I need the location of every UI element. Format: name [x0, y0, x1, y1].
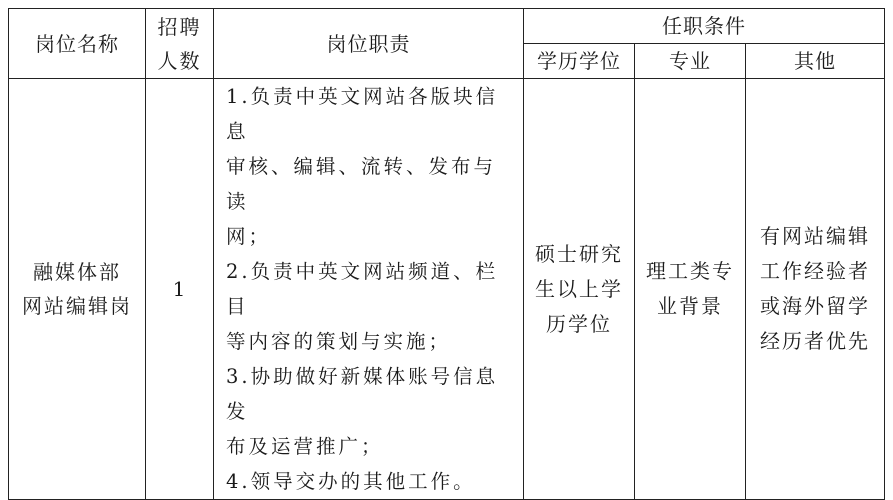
major-line-1: 理工类专	[646, 259, 734, 283]
header-position-name: 岗位名称	[9, 9, 146, 79]
duty-line-7: 布及运营推广；	[226, 435, 384, 458]
other-line-1: 有网站编辑	[760, 224, 870, 248]
header-other: 其他	[746, 44, 885, 79]
cell-duties	[214, 79, 524, 500]
education-line-2: 生以上学	[535, 276, 623, 301]
other-line-2: 工作经验者	[760, 259, 870, 283]
header-requirements: 任职条件	[524, 9, 885, 44]
header-recruit-count-line-1: 招聘	[157, 14, 202, 39]
header-duties: 岗位职责	[214, 9, 524, 79]
cell-position-name	[9, 79, 146, 500]
position-name-line-2: 网站编辑岗	[22, 294, 132, 318]
duties-list	[214, 79, 523, 499]
duty-line-3: 网；	[226, 225, 272, 248]
duty-line-1: 1.负责中英文网站各版块信息	[226, 85, 499, 143]
table-row	[9, 79, 885, 500]
duty-line-2: 审核、编辑、流转、发布与读	[226, 155, 497, 213]
duty-line-6: 3.协助做好新媒体账号信息发	[226, 365, 499, 423]
header-recruit-count-line-2: 人数	[157, 48, 202, 73]
cell-recruit-count: 1	[146, 79, 214, 500]
header-education: 学历学位	[524, 44, 635, 79]
cell-major	[635, 79, 746, 500]
job-table-container	[8, 8, 884, 493]
cell-education	[524, 79, 635, 500]
major-line-2: 业背景	[657, 294, 723, 318]
other-line-4: 经历者优先	[760, 329, 870, 353]
header-recruit-count	[146, 9, 214, 79]
duty-line-5: 等内容的策划与实施；	[226, 330, 452, 353]
education-line-1: 硕士研究	[535, 241, 623, 266]
cell-other	[746, 79, 885, 500]
duty-line-4: 2.负责中英文网站频道、栏目	[226, 260, 499, 318]
header-row-1	[9, 9, 885, 44]
other-line-3: 或海外留学	[760, 294, 870, 318]
education-line-3: 历学位	[546, 311, 612, 336]
duty-line-8: 4.领导交办的其他工作。	[226, 470, 476, 493]
position-name-line-1: 融媒体部	[33, 260, 121, 284]
job-requirements-table	[8, 8, 885, 500]
header-major: 专业	[635, 44, 746, 79]
